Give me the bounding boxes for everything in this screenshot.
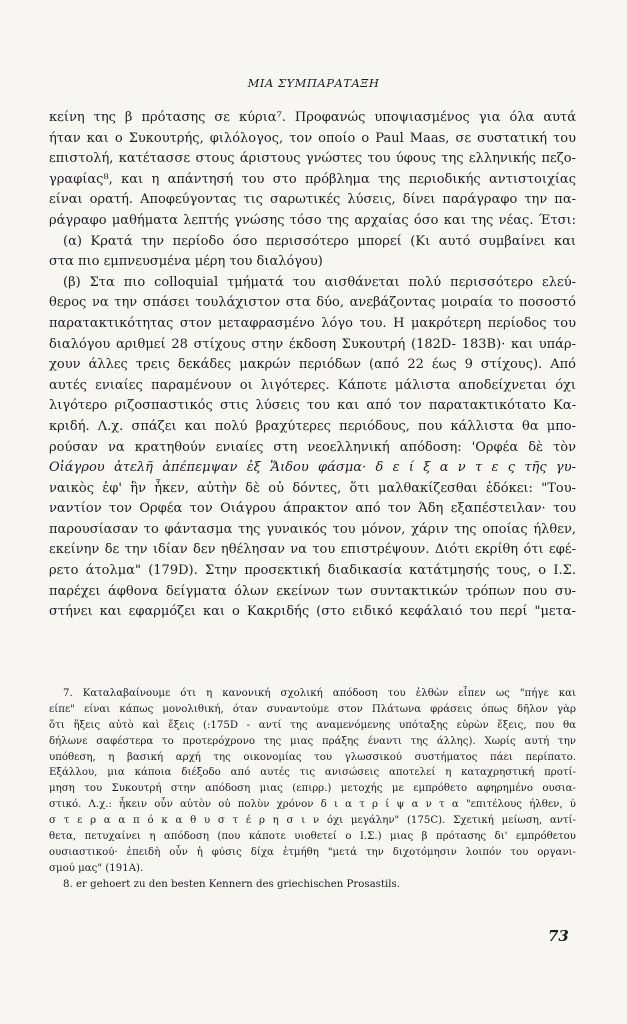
text-line: ρετο άτολμα" (179D). Στην προσεκτική διαδικασία κατάτμησής τους, ο Ι.Σ. xyxy=(49,563,576,579)
footnote-7-line: στικό. Λ.χ.: ἧκειν οὖν αὐτὸν οὐ πολὺν χρόνον δ ι α τ ρ ί ψ α ν τ α "επιτέλους ήλθεν, ύ xyxy=(49,799,576,811)
footnote-7-line: θετα, πετυχαίνει η απόδοση (που κάποτε υιοθετεί ο Ι.Σ.) μιας β πρότασης δι' εμπρόθετου xyxy=(49,831,576,843)
footnote-7-line: μηση του Συκουτρή στην απόδοση μιας (επιρρ.) μετοχής με εμπρόθετο αφηρημένο ουσια- xyxy=(49,783,576,795)
footnote-7-line: είπε" είναι κάπως μονολιθική, όταν συναντούμε στον Πλάτωνα φράσεις όπως δῆλον γὰρ xyxy=(49,703,576,715)
text-line: κείνη της β πρότασης σε κύρια⁷. Προφανώς υποψιασμένος για όλα αυτά xyxy=(49,110,576,125)
text-line: γραφίας⁸, και η απάντησή του στο πρόβλημα της περιοδικής αντιστοιχίας xyxy=(49,171,576,187)
text-line: (α) Κρατά την περίοδο όσο περισσότερο μπορεί (Κι αυτό συμβαίνει και xyxy=(63,233,576,249)
text-line: χουν άλλες τρεις δεκάδες μακρών περιόδων (από 22 έως 9 στίχους). Από xyxy=(49,357,576,373)
text-line: στήνει και εφαρμόζει και ο Κακριδής (στο ειδικό κεφάλαιό του περί "μετα- xyxy=(49,604,576,620)
running-head: ΜΙΑ ΣΥΜΠΑΡΑΤΑΞΗ xyxy=(247,76,380,90)
text-line: (β) Στα πιο colloquial τμήματά του αισθάνεται πολύ περισσότερο ελεύ- xyxy=(63,274,576,290)
text-line: εκείνην δε την ιδίαν δεν ηθέλησαν να του επιστρέψουν. Διότι εκρίθη ότι εφέ- xyxy=(49,542,576,558)
footnote-7-line: δήλωνε σαφέστερα το προτερόχρονο της μιας πράξης έναντι της άλλης). Χωρίς αυτή την xyxy=(49,735,576,747)
main-text xyxy=(49,108,576,623)
footnote-7-line: σ τ ε ρ α α π ό κ α θ υ σ τ έ ρ η σ ι ν όχι μεγάλην" (175C). Σχετική μείωση, αντί- xyxy=(49,815,576,827)
footnote-7-line: ὅτι ἥξεις αὐτὸ καὶ ἕξεις (:175D - αντί της αναμενόμενης υπόταξης εὑρὼν ἕξεις, που θα xyxy=(49,719,576,731)
text-line: λιγότερο ριζοσπαστικός στις λύσεις του και από τον παρατακτικότατο Κα- xyxy=(49,398,576,414)
footnote-7-line: 7. Καταλαβαίνουμε ότι η κανονική σχολική απόδοση του ἐλθὼν εἶπεν ως "πήγε και xyxy=(63,688,576,699)
text-line: Οἰάγρου ἀτελῆ ἀπέπεμψαν ἐξ Ἅιδου φάσμα· δ ε ί ξ α ν τ ε ς τῆς γυ- xyxy=(49,460,576,476)
text-line: ήταν και ο Συκουτρής, φιλόλογος, τον οποίο ο Paul Maas, σε συστατική του xyxy=(49,130,576,146)
text-line: παρουσίασαν το φάντασμα της γυναικός του μόνον, χάριν της οποίας ήλθεν, xyxy=(49,521,576,537)
text-line: κριδή. Λ.χ. σπάζει και πολύ βραχύτερες περιόδους, που κάλλιστα θα μπο- xyxy=(49,418,576,434)
text-line: επιστολή, κατέτασσε στους άριστους γνώστες του ύφους της ελληνικής πεζο- xyxy=(49,151,576,167)
text-line: ρούσαν να κρατηθούν ενιαίες στη νεοελληνική απόδοση: 'Ορφέα δὲ τὸν xyxy=(49,439,576,455)
text-line: αυτές ενιαίες παραμένουν οι λιγότερες. Κάποτε μάλιστα αποδείχνεται όχι xyxy=(49,377,576,393)
text-line: διαλόγου αριθμεί 28 στίχους στην έκδοση Συκουτρή (182D- 183B)· και υπάρ- xyxy=(49,336,576,352)
text-line: ναντίον τον Ορφέα τον Οιάγρου άπρακτον από τον Άδη εξαπέστειλαν· του xyxy=(49,501,576,517)
footnote-8: 8. er gehoert zu den besten Kennern des griechischen Prosastils. xyxy=(63,878,400,890)
text-line: παρέχει άφθονα δείγματα όλων εκείνων των συντακτικών τρόπων που συ- xyxy=(49,583,576,599)
footnote-7-line: ουσιαστικού· ἐπειδὴ οὖν ἡ φύσις δίχα ἐτμήθη "μετά την διχοτόμησιν λοιπόν του οργανι- xyxy=(49,846,576,858)
footnote-7-line: Εξάλλου, μια κάποια διέξοδο από αυτές τις ανισώσεις αποτελεί η καταχρηστική προτί- xyxy=(49,767,576,779)
page-number: 73 xyxy=(548,927,569,945)
text-line: ναικὸς ἐφ' ἣν ἧκεν, αὐτὴν δὲ οὐ δόντες, ὅτι μαλθακίζεσθαι ἐδόκει: "Του- xyxy=(49,480,576,496)
text-line: παρατακτικότητας στον μεταφρασμένο λόγο του. Η μακρότερη περίοδος του xyxy=(49,315,576,331)
text-line: στα πιο εμπνευσμένα μέρη του διαλόγου) xyxy=(49,254,323,270)
footnotes xyxy=(49,686,576,893)
text-line: θερος να την σπάσει τουλάχιστον στα δύο, ανεβάζοντας μοιραία το ποσοστό xyxy=(49,295,576,311)
text-line: είναι ορατή. Αποφεύγοντας τις σαρωτικές λύσεις, δίνει παράγραφο την πα- xyxy=(49,192,576,208)
footnote-7-line: υπόθεση, η βασική αρχή της οικονομίας του γλωσσικού συστήματος πάει περίπατο. xyxy=(49,751,576,763)
footnote-7-line: σμού μας" (191A). xyxy=(49,862,144,874)
text-line: ράγραφο μαθήματα λεπτής γνώσης τόσο της αρχαίας όσο και της νέας. Έτσι: xyxy=(49,212,576,228)
